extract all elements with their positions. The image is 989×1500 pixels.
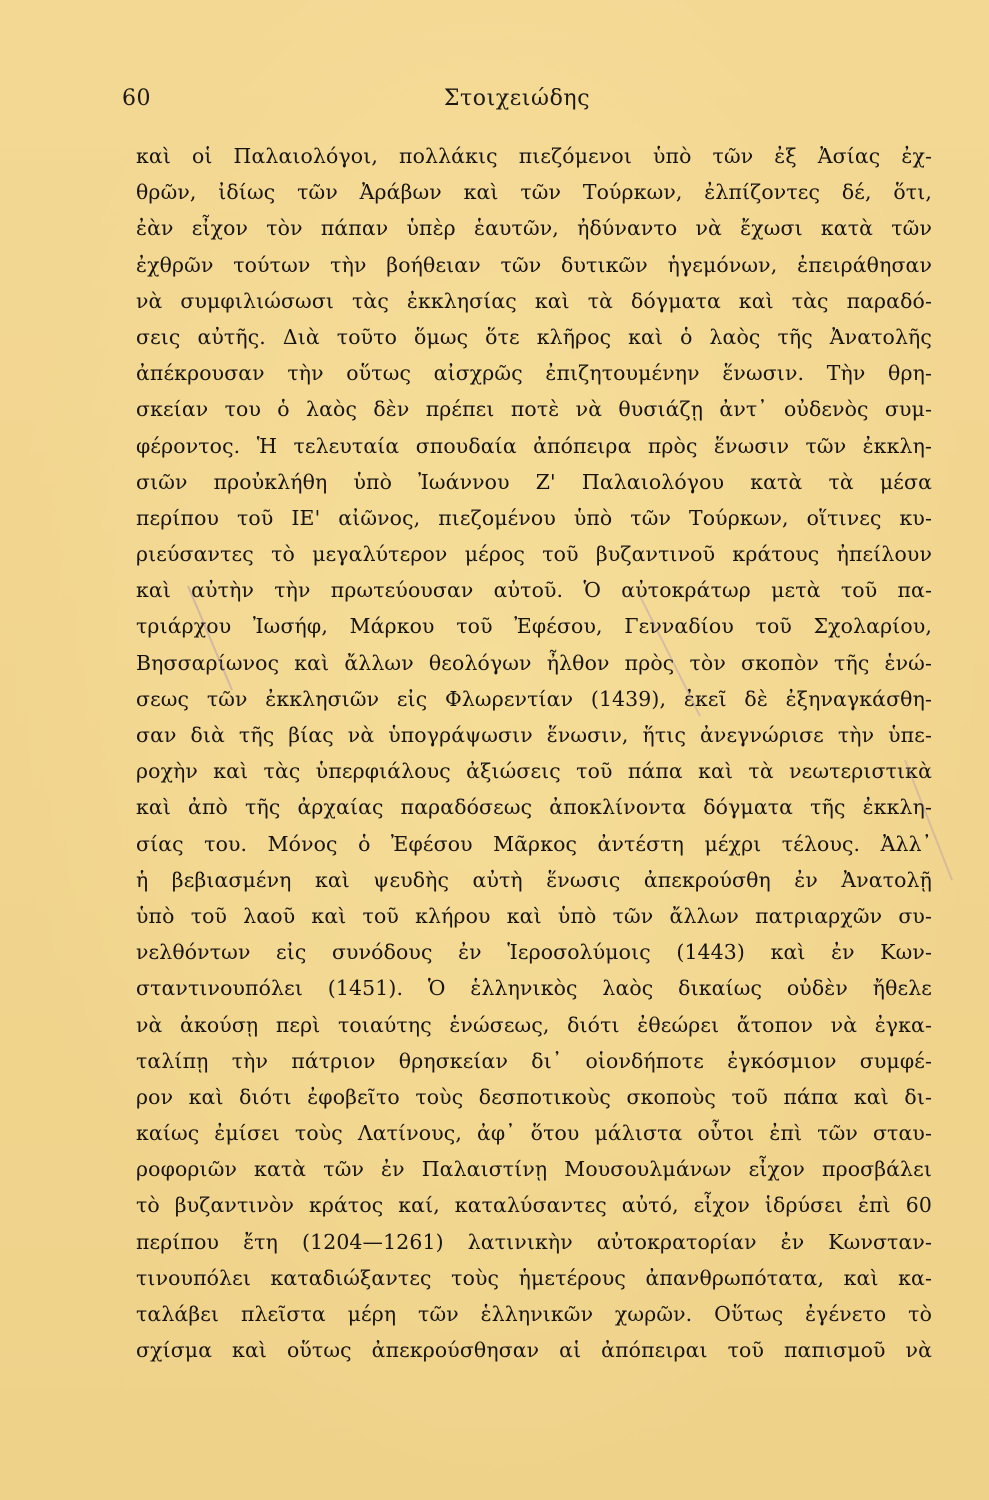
text-line: ταλάβει πλεῖστα μέρη τῶν ἑλληνικῶν χωρῶν. Οὕτως ἐγένετο τὸ [136,1302,932,1326]
text-line: τὸ βυζαντινὸν κράτος καί, καταλύσαντες αὐτό, εἶχον ἱδρύσει ἐπὶ 60 [136,1193,932,1218]
text-line: νελθόντων εἰς συνόδους ἐν Ἱεροσολύμοις (1443) καὶ ἐν Κων- [136,940,932,965]
text-line: σεις αὐτῆς. Διὰ τοῦτο ὅμως ὅτε κλῆρος καὶ ὁ λαὸς τῆς Ἀνατολῆς [136,324,932,349]
text-line: ρον καὶ διότι ἐφοβεῖτο τοὺς δεσποτικοὺς σκοποὺς τοῦ πάπα καὶ δι- [136,1084,932,1109]
text-line: ταλίπῃ τὴν πάτριον θρησκείαν δι᾽ οἱονδήποτε ἐγκόσμιον συμφέ- [136,1048,932,1073]
text-line: ἐχθρῶν τούτων τὴν βοήθειαν τῶν δυτικῶν ἡγεμόνων, ἐπειράθησαν [136,252,932,277]
text-line: σεως τῶν ἐκκλησιῶν εἰς Φλωρεντίαν (1439), ἐκεῖ δὲ ἐξηναγκάσθη- [136,686,932,711]
text-line: Βησσαρίωνος καὶ ἄλλων θεολόγων ἦλθον πρὸς τὸν σκοπὸν τῆς ἑνώ- [136,650,932,675]
text-line: σχίσμα καὶ οὕτως ἀπεκρούσθησαν αἱ ἀπόπειραι τοῦ παπισμοῦ νὰ [136,1338,932,1363]
text-line: σιῶν προὐκλήθη ὑπὸ Ἰωάννου Ζ' Παλαιολόγου κατὰ τὰ μέσα [136,469,932,494]
text-line: σίας του. Μόνος ὁ Ἐφέσου Μᾶρκος ἀντέστη μέχρι τέλους. Ἀλλ᾽ [136,831,932,856]
text-line: ριεύσαντες τὸ μεγαλύτερον μέρος τοῦ βυζαντινοῦ κράτους ἠπείλουν [136,542,932,567]
text-line: καίως ἐμίσει τοὺς Λατίνους, ἀφ᾽ ὅτου μάλιστα οὗτοι ἐπὶ τῶν σταυ- [136,1121,932,1146]
text-line: καὶ ἀπὸ τῆς ἀρχαίας παραδόσεως ἀποκλίνοντα δόγματα τῆς ἐκκλη- [136,795,932,820]
text-line: ὑπὸ τοῦ λαοῦ καὶ τοῦ κλήρου καὶ ὑπὸ τῶν ἄλλων πατριαρχῶν συ- [136,903,932,928]
text-line: σκείαν του ὁ λαὸς δὲν πρέπει ποτὲ νὰ θυσιάζῃ ἀντ᾽ οὐδενὸς συμ- [136,397,932,422]
body-text [136,138,932,1368]
text-line: περίπου τοῦ ΙΕ' αἰῶνος, πιεζομένου ὑπὸ τῶν Τούρκων, οἵτινες κυ- [136,505,932,530]
text-line: σταντινουπόλει (1451). Ὁ ἑλληνικὸς λαὸς δικαίως οὐδὲν ἤθελε [136,976,932,1001]
text-line: ἐὰν εἶχον τὸν πάπαν ὑπὲρ ἑαυτῶν, ἠδύναντο νὰ ἔχωσι κατὰ τῶν [136,216,932,241]
text-line: ἡ βεβιασμένη καὶ ψευδὴς αὐτὴ ἕνωσις ἀπεκρούσθη ἐν Ἀνατολῇ [136,867,932,892]
text-line: ροφοριῶν κατὰ τῶν ἐν Παλαιστίνῃ Μουσουλμάνων εἶχον προσβάλει [136,1157,932,1182]
text-line: νὰ ἀκούσῃ περὶ τοιαύτης ἑνώσεως, διότι ἐθεώρει ἄτοπον νὰ ἐγκα- [136,1012,932,1037]
page-number: 60 [122,86,151,111]
text-line: περίπου ἔτη (1204—1261) λατινικὴν αὐτοκρατορίαν ἐν Κωνσταν- [136,1229,932,1254]
text-line: ἀπέκρουσαν τὴν οὕτως αἰσχρῶς ἐπιζητουμένην ἕνωσιν. Τὴν θρη- [136,361,932,386]
text-line: τριάρχου Ἰωσήφ, Μάρκου τοῦ Ἐφέσου, Γενναδίου τοῦ Σχολαρίου, [136,614,932,639]
text-line: καὶ αὐτὴν τὴν πρωτεύουσαν αὐτοῦ. Ὁ αὐτοκράτωρ μετὰ τοῦ πα- [136,578,932,603]
text-line: ροχὴν καὶ τὰς ὑπερφιάλους ἀξιώσεις τοῦ πάπα καὶ τὰ νεωτεριστικὰ [136,759,932,784]
text-line: καὶ οἱ Παλαιολόγοι, πολλάκις πιεζόμενοι ὑπὸ τῶν ἐξ Ἀσίας ἐχ- [136,144,932,168]
page-header [122,86,912,126]
running-head: Στοιχειώδης [443,86,591,111]
text-line: σαν διὰ τῆς βίας νὰ ὑπογράψωσιν ἕνωσιν, ἥτις ἀνεγνώρισε τὴν ὑπε- [136,723,932,747]
text-line: φέροντος. Ἡ τελευταία σπουδαία ἀπόπειρα πρὸς ἕνωσιν τῶν ἐκκλη- [136,433,932,458]
text-line: θρῶν, ἰδίως τῶν Ἀράβων καὶ τῶν Τούρκων, ἐλπίζοντες δέ, ὅτι, [136,180,932,205]
text-line: νὰ συμφιλιώσωσι τὰς ἐκκλησίας καὶ τὰ δόγματα καὶ τὰς παραδό- [136,288,932,313]
text-line: τινουπόλει καταδιώξαντες τοὺς ἡμετέρους ἀπανθρωπότατα, καὶ κα- [136,1265,932,1290]
